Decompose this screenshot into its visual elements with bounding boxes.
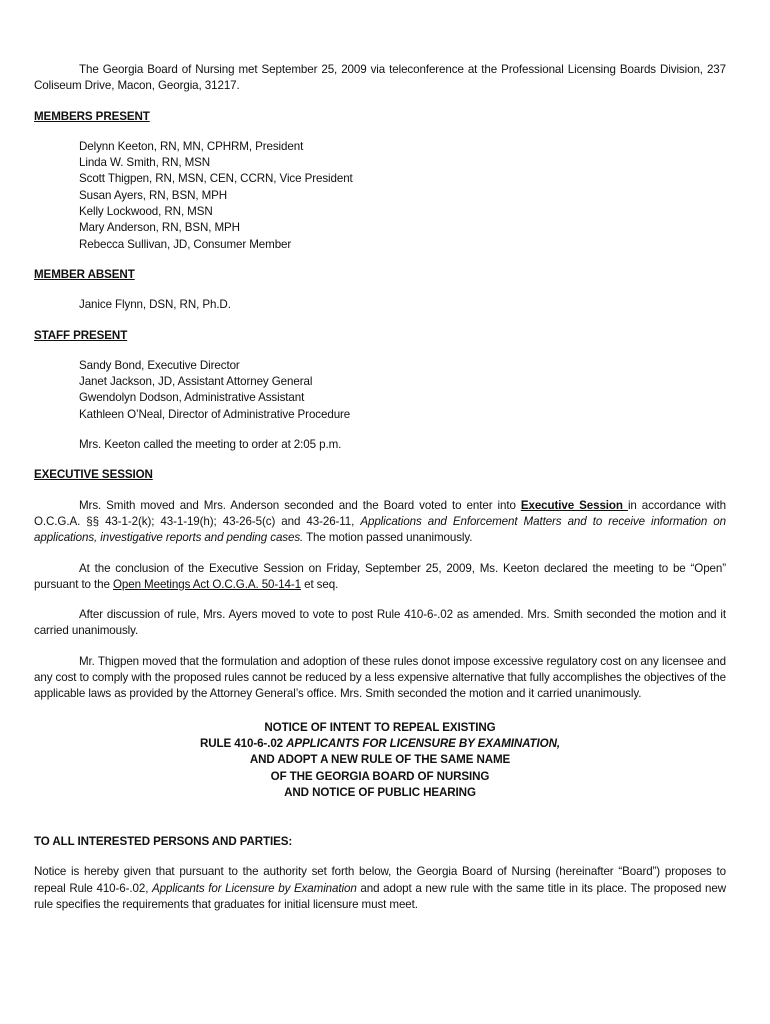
notice-line: AND ADOPT A NEW RULE OF THE SAME NAME [249,753,511,767]
intro-paragraph: The Georgia Board of Nursing met September 25, 2009 via teleconference at the Professional Licensing Boards Division, 237 Coliseum Drive, Macon, Georgia, 31217. [34,63,726,93]
list-item: Susan Ayers, RN, BSN, MPH [79,188,228,202]
notice-text: Notice is hereby given that pursuant to the authority set forth below, the Georgia Board of Nursing (hereinafter “Board”) proposes to repeal Rule 410-6-.02, [34,865,726,895]
list-item: Linda W. Smith, RN, MSN [79,156,211,170]
executive-session-term: Executive Session [520,498,628,512]
regulatory-cost-paragraph: Mr. Thigpen moved that the formulation and adoption of these rules donot impose excessive regulatory cost on any licensee and any cost to comply with the proposed rules cannot be reduced by a less expensive alternative that fully accomplishes the objectives of the applicable laws as provided by the Attorney General’s office. Mrs. Smith seconded the motion and it carried unanimously. [34,654,726,701]
staff-present-list [34,358,726,423]
members-present-heading: MEMBERS PRESENT [34,109,150,123]
list-item: Mary Anderson, RN, BSN, MPH [79,221,240,235]
list-item: Kelly Lockwood, RN, MSN [79,205,213,219]
member-absent-list [34,297,726,313]
list-item: Sandy Bond, Executive Director [79,358,240,372]
notice-line: NOTICE OF INTENT TO REPEAL EXISTING [264,720,496,734]
list-item: Gwendolyn Dodson, Administrative Assistant [79,391,305,405]
motion-text: Mrs. Smith moved and Mrs. Anderson seconded and the Board voted to enter into [79,498,521,512]
members-present-list [34,139,726,253]
open-meeting-suffix: et seq. [300,577,339,591]
notice-line: AND NOTICE OF PUBLIC HEARING [284,785,476,799]
executive-session-heading: EXECUTIVE SESSION [34,468,153,482]
open-meetings-act-reference: Open Meetings Act O.C.G.A. 50-14-1 [112,577,301,591]
open-meeting-paragraph [34,561,726,594]
rule-number: RULE 410-6-.02 [200,736,287,750]
list-item: Janice Flynn, DSN, RN, Ph.D. [79,298,231,312]
list-item: Kathleen O’Neal, Director of Administrative Procedure [79,407,351,421]
open-meeting-text: At the conclusion of the Executive Session on Friday, September 25, 2009, Ms. Keeton declared the meeting to be “Open” pursuant to the [34,561,726,591]
notice-line-rule [34,736,726,752]
list-item: Scott Thigpen, RN, MSN, CEN, CCRN, Vice President [79,172,353,186]
staff-present-heading: STAFF PRESENT [34,328,128,342]
motion-result: The motion passed unanimously. [303,531,473,545]
rule-title: APPLICANTS FOR LICENSURE BY EXAMINATION, [286,736,560,750]
notice-rule-title: Applicants for Licensure by Examination [152,881,357,895]
notice-line: OF THE GEORGIA BOARD OF NURSING [270,769,490,783]
motion-text-matters: Applications and Enforcement Matters and to receive information on applications, investigative reports and pending cases. [34,514,727,545]
list-item: Delynn Keeton, RN, MN, CPHRM, President [79,139,304,153]
rule-vote-paragraph: After discussion of rule, Mrs. Ayers moved to vote to post Rule 410-6-.02 as amended. Mrs. Smith seconded the motion and it carried unanimously. [34,608,726,638]
member-absent-heading: MEMBER ABSENT [34,267,135,281]
list-item: Rebecca Sullivan, JD, Consumer Member [79,237,292,251]
motion-text-legal: in accordance with O.C.G.A. §§ 43-1-2(k); 43-1-19(h); 43-26-5(c) and 43-26-11, [34,498,726,528]
notice-paragraph [34,864,726,913]
notice-text-end: and adopt a new rule with the same title in its place. The proposed new rule specifies the requirements that graduates for initial licensure must meet. [34,881,726,911]
call-to-order: Mrs. Keeton called the meeting to order at 2:05 p.m. [79,438,342,452]
list-item: Janet Jackson, JD, Assistant Attorney General [79,375,313,389]
interested-parties-heading: TO ALL INTERESTED PERSONS AND PARTIES: [34,835,293,849]
notice-title-block [34,720,726,801]
executive-session-motion [34,498,726,547]
